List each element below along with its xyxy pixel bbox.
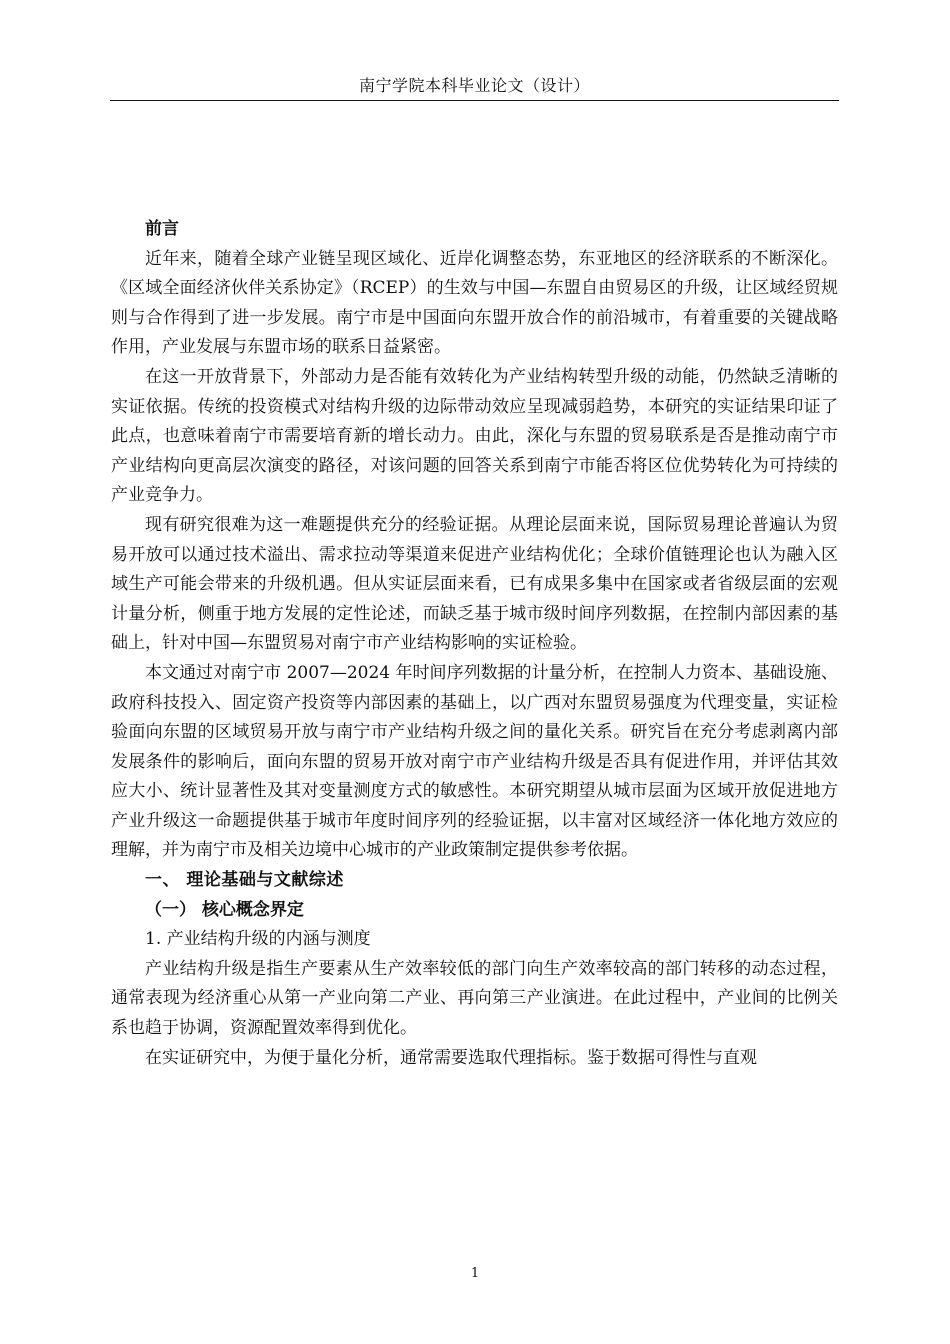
- body-paragraph: 在实证研究中，为便于量化分析，通常需要选取代理指标。鉴于数据可得性与直观: [145, 1047, 757, 1068]
- header-rule: [110, 100, 839, 101]
- section-heading-level2: （一） 核心概念界定: [145, 899, 304, 920]
- body-paragraph: 近年来，随着全球产业链呈现区域化、近岸化调整态势，东亚地区的经济联系的不断深化。《区域全面经济伙伴关系协定》（RCEP）的生效与中国—东盟自由贸易区的升级，让区域经贸规则与合作得到了进一步发展。南宁市是中国面向东盟开放合作的前沿城市，有着重要的关键战略作用，产业发展与东盟市场的联系日益紧密。: [111, 248, 838, 358]
- document-body: [111, 215, 838, 1073]
- section-heading-level1: 一、 理论基础与文献综述: [145, 870, 344, 891]
- section-heading-level3: 1. 产业结构升级的内涵与测度: [145, 929, 371, 950]
- body-paragraph: 产业结构升级是指生产要素从生产效率较低的部门向生产效率较高的部门转移的动态过程，通常表现为经济重心从第一产业向第二产业、再向第三产业演进。在此过程中，产业间的比例关系也趋于协调，资源配置效率得到优化。: [111, 958, 838, 1039]
- page-number: 1: [470, 1266, 480, 1281]
- body-paragraph: 本文通过对南宁市 2007—2024 年时间序列数据的计量分析，在控制人力资本、基础设施、政府科技投入、固定资产投资等内部因素的基础上，以广西对东盟贸易强度为代理变量，实证检验面向东盟的区域贸易开放与南宁市产业结构升级之间的量化关系。研究旨在充分考虑剥离内部发展条件的影响后，面向东盟的贸易开放对南宁市产业结构升级是否具有促进作用，并评估其效应大小、统计显著性及其对变量测度方式的敏感性。本研究期望从城市层面为区域开放促进地方产业升级这一命题提供基于城市年度时间序列的经验证据，以丰富对区域经济一体化地方效应的理解，并为南宁市及相关边境中心城市的产业政策制定提供参考依据。: [111, 662, 838, 861]
- running-header: 南宁学院本科毕业论文（设计）: [358, 76, 590, 95]
- body-paragraph: 在这一开放背景下，外部动力是否能有效转化为产业结构转型升级的动能，仍然缺乏清晰的实证依据。传统的投资模式对结构升级的边际带动效应呈现减弱趋势，本研究的实证结果印证了此点，也意味着南宁市需要培育新的增长动力。由此，深化与东盟的贸易联系是否是推动南宁市产业结构向更高层次演变的路径，对该问题的回答关系到南宁市能否将区位优势转化为可持续的产业竞争力。: [111, 366, 838, 506]
- preface-heading: 前言: [145, 219, 179, 239]
- body-paragraph: 现有研究很难为这一难题提供充分的经验证据。从理论层面来说，国际贸易理论普遍认为贸易开放可以通过技术溢出、需求拉动等渠道来促进产业结构优化；全球价值链理论也认为融入区域生产可能会带来的升级机遇。但从实证层面来看，已有成果多集中在国家或者省级层面的宏观计量分析，侧重于地方发展的定性论述，而缺乏基于城市级时间序列数据，在控制内部因素的基础上，针对中国—东盟贸易对南宁市产业结构影响的实证检验。: [111, 514, 838, 654]
